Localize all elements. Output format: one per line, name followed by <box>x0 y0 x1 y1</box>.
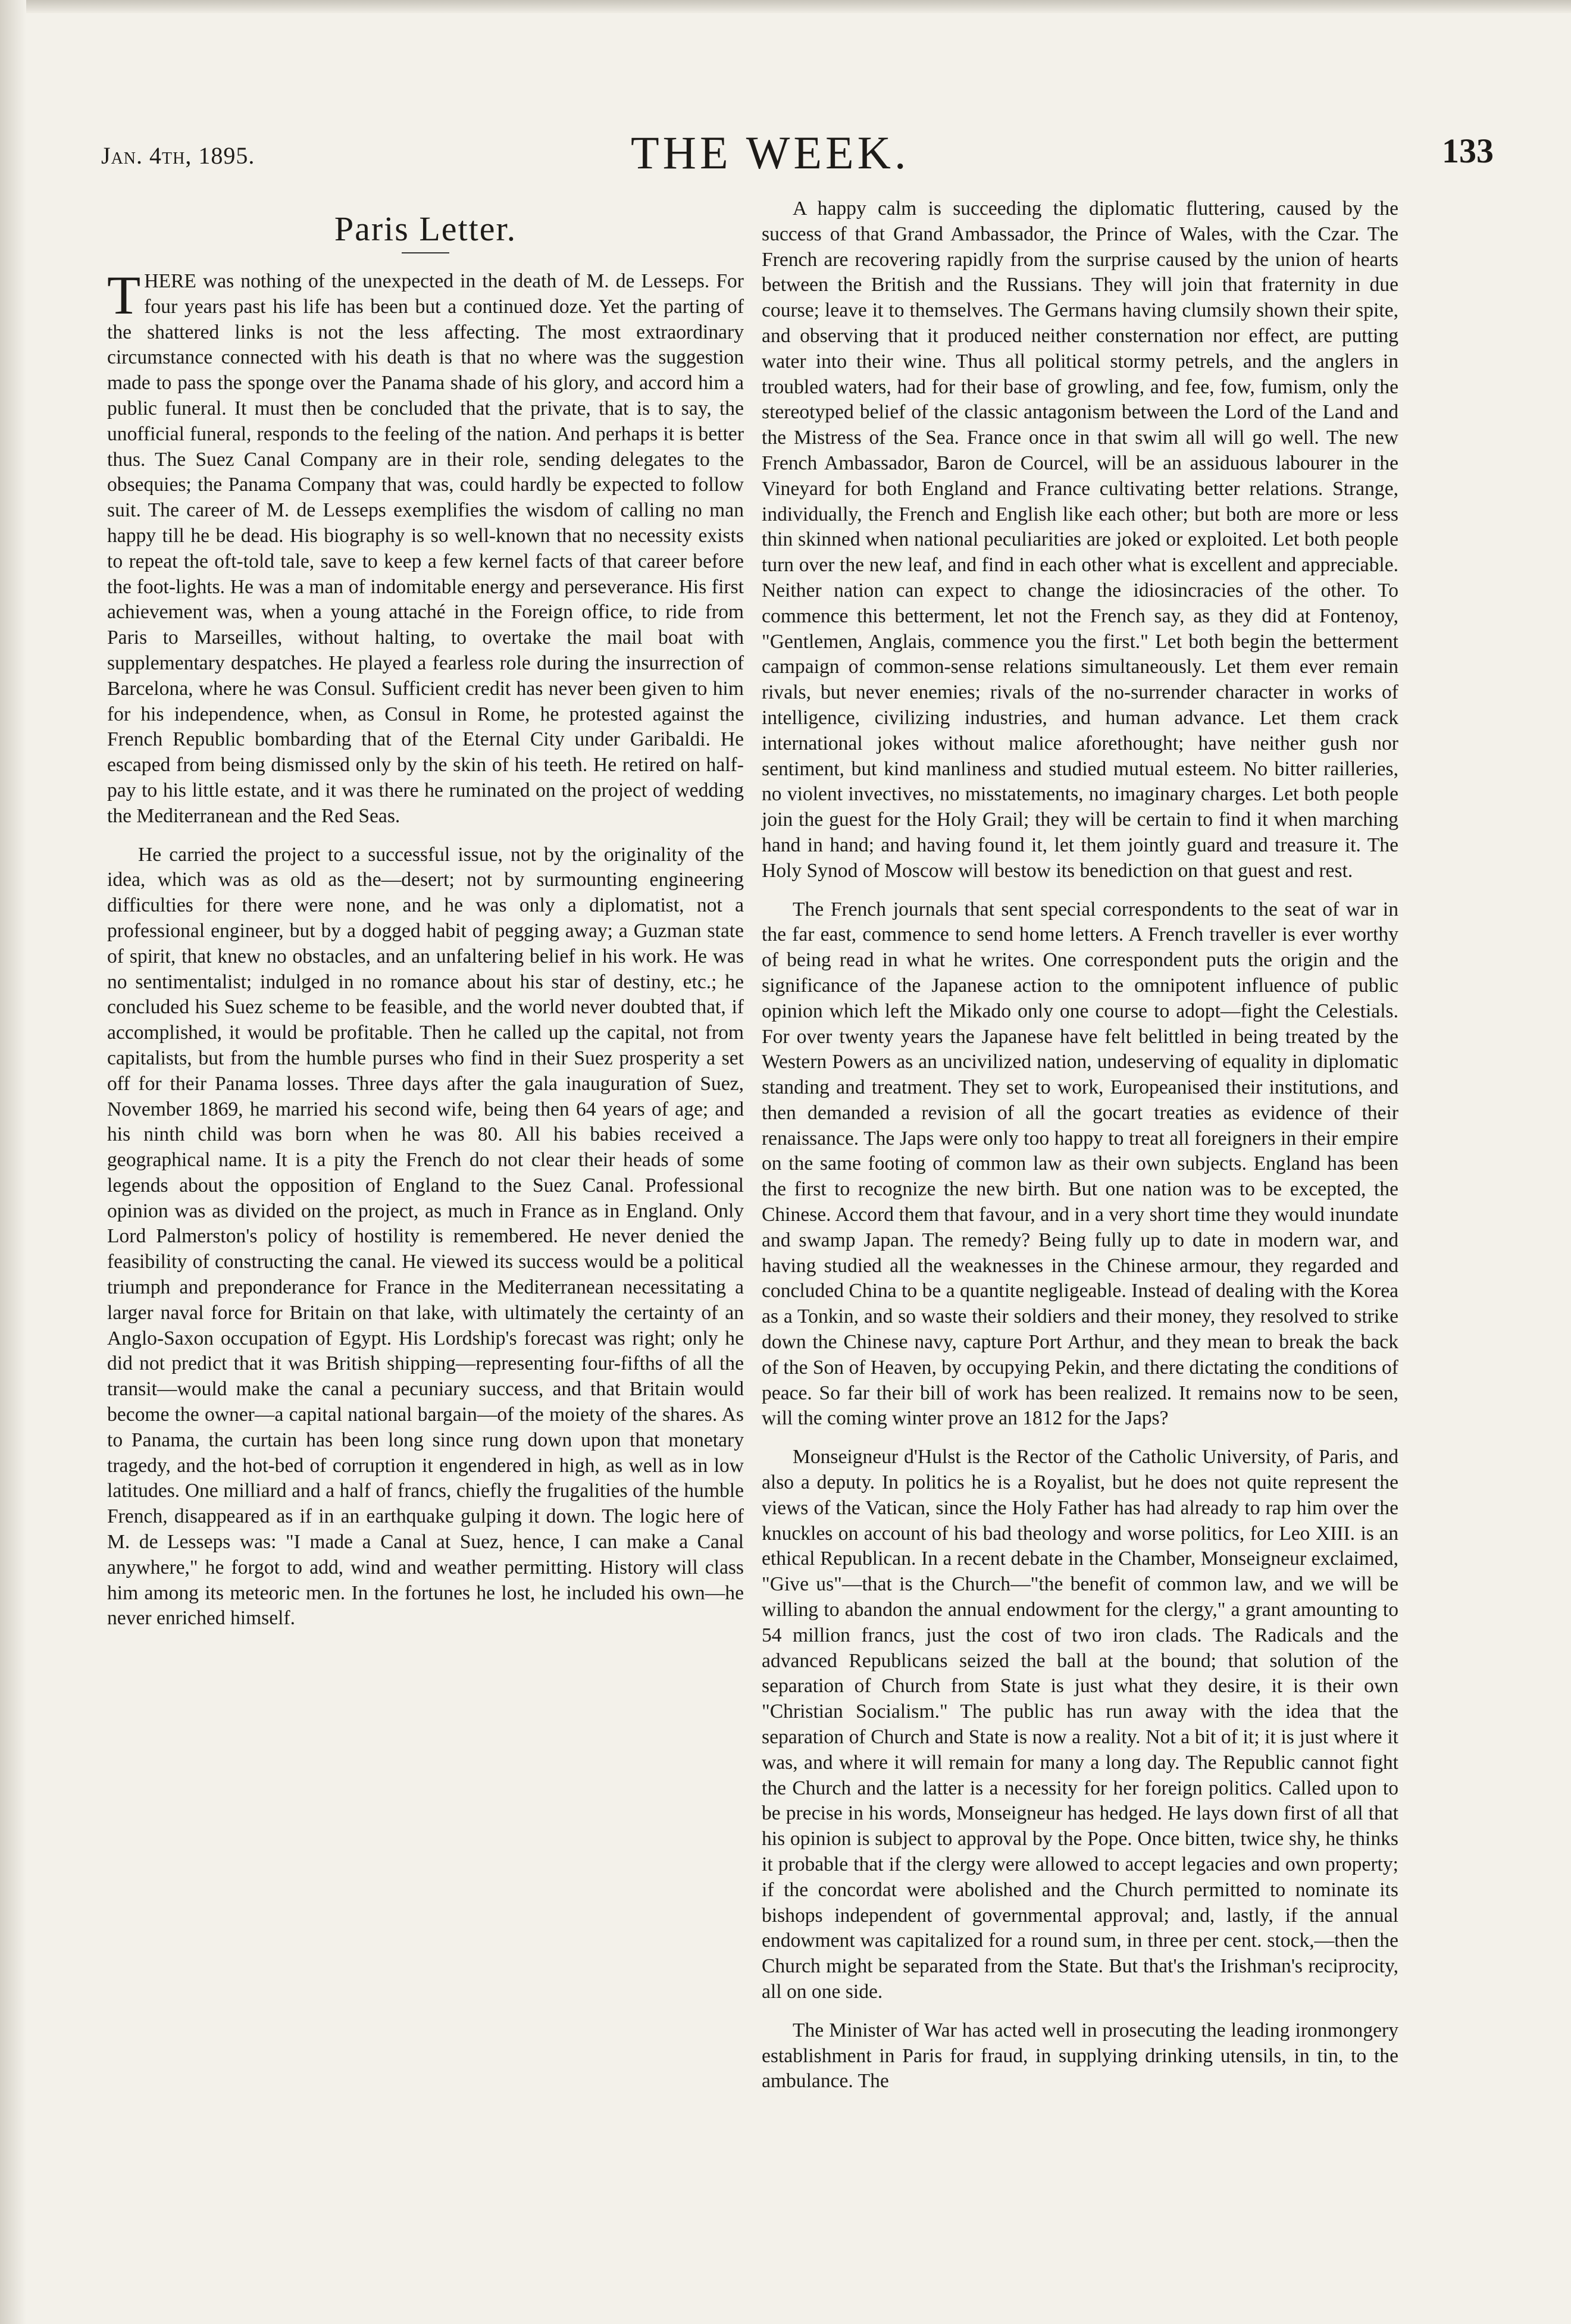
page-number: 133 <box>1442 131 1494 170</box>
page-top-edge <box>24 0 1571 13</box>
drop-cap: T <box>107 265 141 325</box>
issue-date: Jan. 4th, 1895. <box>101 142 255 169</box>
page-header <box>101 119 1494 184</box>
paragraph-6: The Minister of War has acted well in prosecuting the leading ironmongery establishment in Paris for fraud, in supplying drinking utensils, in tin, to the ambulance. The <box>762 2019 1398 2093</box>
left-column <box>107 190 744 1645</box>
paragraph-1 <box>107 265 744 829</box>
publication-title: THE WEEK. <box>631 127 910 178</box>
paragraph-2: He carried the project to a successful issue, not by the originality of the idea, which was as old as the—desert; not by surmounting engineering difficulties for there were none, and he was only a diplomatist, not a professional engineer, but by a dogged habit of pegging away; a Guzman state of spirit, that knew no obstacles, and an unfaltering belief in his work. He was no sentimentalist; indulged in no romance about his star of destiny, etc.; he concluded his Suez scheme to be feasible, and the world never doubted that, if accomplished, it would be profitable. Then he called up the capital, not from capitalists, but from the humble purses who find in their Suez prosperity a set off for their Panama losses. Three days after the gala inauguration of Suez, November 1869, he married his second wife, being then 64 years of age; and his ninth child was born when he was 80. All his babies received a geographical name. It is a pity the French do not clear their heads of some legends about the opposition of England to the Suez Canal. Professional opinion was as divided on the project, as much in France as in England. Only Lord Palmerston's policy of hostility is remembered. He never denied the feasibility of constructing the canal. He viewed its success would be a political triumph and preponderance for France in the Mediterranean necessitating a larger naval force for Britain on that lake, with ultimately the certainty of an Anglo-Saxon occupation of Egypt. His Lordship's forecast was right; only he did not predict that it was British shipping—representing four-fifths of all the transit—would make the canal a pecuniary success, and that Britain would become the owner—a capital national bargain—of the moiety of the shares. As to Panama, the curtain has been long since rung down upon that monetary tragedy, and the hot-bed of corruption it engendered in high, as well as in low latitudes. One milliard and a half of francs, chiefly the frugalities of the humble French, disappeared as if in an earthquake gulping it down. The logic here of M. de Lesseps was: "I made a Canal at Suez, hence, I can make a Canal anywhere," he forgot to add, wind and weather permitting. History will class him among its meteoric men. In the fortunes he lost, he included his own—he never enriched himself. <box>107 843 744 1630</box>
article-title: Paris Letter. <box>334 209 517 248</box>
paragraph-5: Monseigneur d'Hulst is the Rector of the Catholic University, of Paris, and also a deputy. In politics he is a Royalist, but he does not quite represent the views of the Vatican, since the Holy Father has had already to rap him over the knuckles on account of his bad theology and worse politics, for Leo XIII. is an ethical Republican. In a recent debate in the Chamber, Monseigneur exclaimed, "Give us"—that is the Church—"the benefit of common law, and we will be willing to abandon the annual endowment for the clergy," a grant amounting to 54 million francs, just the cost of two iron clads. The Radicals and the advanced Republicans seized the ball at the bound; that solution of the separation of Church from State is just what they desire, it is their own "Christian Socialism." The public has run away with the idea that the separation of Church and State is now a reality. Not a bit of it; it is just where it was, and where it will remain for many a long day. The Republic cannot fight the Church and the latter is a necessity for her foreign politics. Called upon to be precise in his words, Monseigneur has hedged. He lays down first of all that his opinion is subject to approval by the Pope. Once bitten, twice shy, he thinks it probable that if the clergy were allowed to accept legacies and own property; if the concordat were abolished and the Church permitted to nominate its bishops independent of governmental approval; and, lastly, if the annual endowment was capitalized for a round sum, in three per cent. stock,—then the Church might be separated from the State. But that's the Irishman's reciprocity, all on one side. <box>762 1446 1398 2003</box>
right-column <box>762 196 1398 2107</box>
page-binding-edge <box>0 0 26 2324</box>
paragraph-3: A happy calm is succeeding the diplomatic fluttering, caused by the success of that Grand Ambassador, the Prince of Wales, with the Czar. The French are recovering rapidly from the surprise caused by the union of hearts between the British and the Russians. They will join that fraternity in due course; leave it to themselves. The Germans having clumsily shown their spite, and observing that it produced neither consternation nor effect, are putting water into their wine. Thus all political stormy petrels, and the anglers in troubled waters, had for their base of growling, and fee, fow, fumism, only the stereotyped belief of the classic antagonism between the Lord of the Land and the Mistress of the Sea. France once in that swim all will go well. The new French Ambassador, Baron de Courcel, will be an assiduous labourer in the Vineyard for both England and France cultivating better relations. Strange, individually, the French and English like each other; but both are more or less thin skinned when national peculiarities are joked or exploited. Let both people turn over the new leaf, and find in each other what is excellent and appreciable. Neither nation can expect to change the idiosincracies of the other. To commence this betterment, let not the French say, as they did at Fontenoy, "Gentlemen, Anglais, commence you the first." Let both begin the betterment campaign of common-sense relations simultaneously. Let them ever remain rivals, but never enemies; rivals of the no-surrender character in works of intelligence, civilizing industries, and human advance. Let them crack international jokes without malice aforethought; have neither gush nor sentiment, but kind manliness and studied mutual esteem. No bitter railleries, no violent invectives, no misstatements, no imaginary charges. Let both people join the guest for the Holy Grail; they will be certain to find it when marching hand in hand; and having found it, let them jointly guard and treasure it. The Holy Synod of Moscow will bestow its benediction on that guest and rest. <box>762 198 1398 882</box>
paragraph-4: The French journals that sent special correspondents to the seat of war in the far east, commence to send home letters. A French traveller is ever worthy of being read in what he writes. One correspondent puts the origin and the significance of the Japanese action to the omnipotent influence of public opinion which left the Mikado only one course to adopt—fight the Celestials. For over twenty years the Japanese have felt belittled in being treated by the Western Powers as an uncivilized nation, undeserving of equality in diplomatic standing and treatment. They set to work, Europeanised their institutions, and then demanded a revision of all the gocart treaties as evidence of their renaissance. The Japs were only too happy to treat all foreigners in their empire on the same footing of common law as their own subjects. England has been the first to recognize the new birth. But one nation was to be excepted, the Chinese. Accord them that favour, and in a very short time they would inundate and swamp Japan. The remedy? Being fully up to date in modern war, and having studied all the weaknesses in the Chinese armour, they regarded and concluded China to be a quantite negligeable. Instead of dealing with the Korea as a Tonkin, and so waste their soldiers and their money, they resolved to strike down the Chinese navy, capture Port Arthur, and they mean to break the back of the Son of Heaven, by occupying Pekin, and there dictating the conditions of peace. So far their bill of work has been realized. It remains now to be seen, will the coming winter prove an 1812 for the Japs? <box>762 898 1398 1430</box>
title-rule <box>402 252 449 253</box>
paragraph-1-text: HERE was nothing of the unexpected in the death of M. de Lesseps. For four years past his life has been but a continued doze. Yet the parting of the shattered links is not the less affecting. The most extraordinary circumstance connected with his death is that no where was the suggestion made to pass the sponge over the Panama shade of his glory, and accord him a public funeral. It must then be concluded that the private, that is to say, the unofficial funeral, responds to the feeling of the nation. And perhaps it is better thus. The Suez Canal Company are in their role, sending delegates to the obsequies; the Panama Company that was, could hardly be expected to follow suit. The career of M. de Lesseps exemplifies the wisdom of calling no man happy till he be dead. His biography is so well-known that no necessity exists to repeat the oft-told tale, save to keep a few kernel facts of that career before the foot-lights. He was a man of indomitable energy and perseverance. His first achievement was, when a young attaché in the Foreign office, to ride from Paris to Marseilles, without halting, to overtake the mail boat with supplementary despatches. He played a fearless role during the insurrection of Barcelona, where he was Consul. Sufficient credit has never been given to him for his independence, when, as Consul in Rome, he protested against the French Republic bombarding that of the Eternal City under Garibaldi. He escaped from being dismissed only by the skin of his teeth. He retired on half-pay to his little estate, and it was there he ruminated on the project of wedding the Mediterranean and the Red Seas. <box>107 270 744 827</box>
